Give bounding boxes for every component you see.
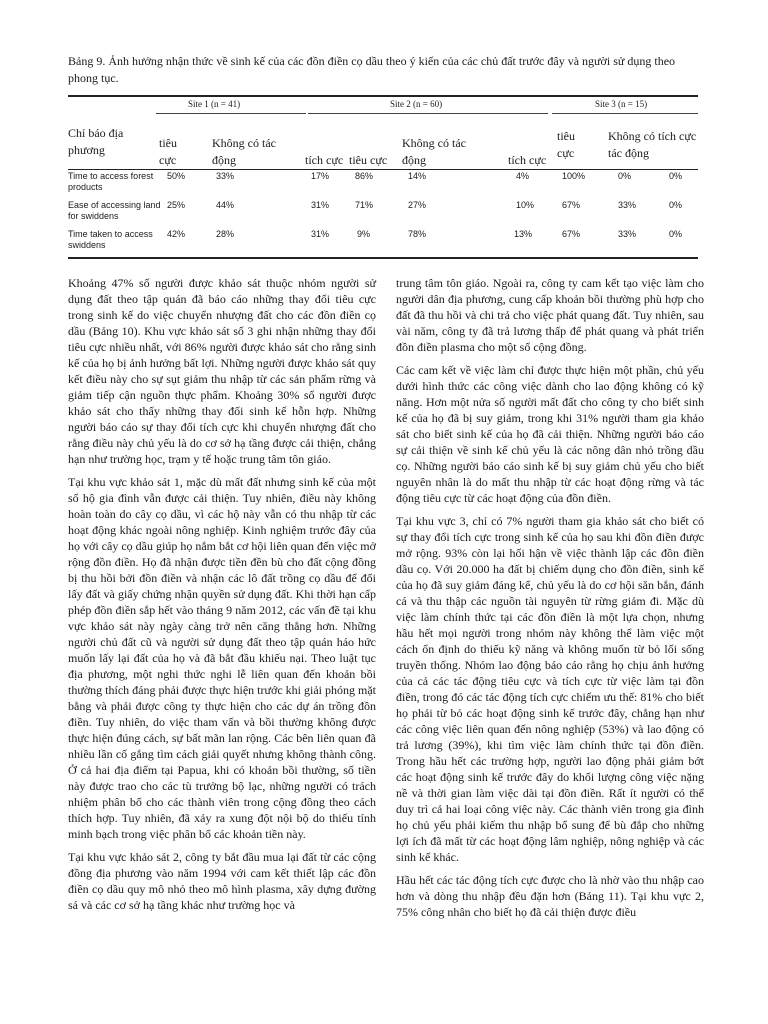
site-2-underline <box>308 113 548 114</box>
table-cell: 13% <box>514 229 533 239</box>
table-cell: 25% <box>167 200 186 210</box>
table-caption: Bảng 9. Ảnh hưởng nhận thức về sinh kế của các đồn điền cọ dầu theo ý kiến của các chủ đất trước đây và người sử dụng theo phong tục. <box>68 54 676 85</box>
site-1-header: Site 1 (n = 41) <box>188 99 241 109</box>
s3-negative-header: tiêu cực <box>557 129 575 160</box>
s3-positive-header: tích cực <box>658 129 697 143</box>
table-cell: 17% <box>311 171 330 181</box>
site-3-header: Site 3 (n = 15) <box>595 99 648 109</box>
table-cell: 0% <box>618 171 632 181</box>
table-cell: 67% <box>562 229 581 239</box>
table-cell: 44% <box>216 200 235 210</box>
table-cell: 31% <box>311 229 330 239</box>
body-paragraph: Khoảng 47% số người được khảo sát thuộc nhóm người sử dụng đất theo tập quán đã báo cáo những thay đổi tiêu cực trong sinh kế do việc chuyển nhượng đất cho các đồn điền cọ dầu (Bảng 10). Khu vực khảo sát số 3 ghi nhận những thay đổi tiêu cực nhiều nhất, với 86% người được khảo sát cho rằng sinh kế của họ bị ảnh hưởng bất lợi. Những người được khảo sát quy kết điều này cho sự sụt giảm thu nhập từ các sản phẩm rừng và giảm tiếp cận nguồn thực phẩm. Khoảng 30% số người được khảo sát cho thấy những thay đổi sinh kế hỗn hợp. Những người báo cáo sự thay đổi tích cực khi chuyển nhượng đất cho rằng điều này chủ yếu là do cơ sở hạ tầng được cải thiện, chẳng hạn như trường học, trạm y tế hoặc trung tâm tôn giáo. <box>68 276 376 466</box>
body-column-right <box>396 275 704 927</box>
table-bottom-rule <box>68 257 698 259</box>
row-label: Time to access forest products <box>68 171 154 192</box>
table-cell: 86% <box>355 171 374 181</box>
site-1-underline <box>156 113 306 114</box>
s1-negative-header: tiêu cực <box>159 136 177 167</box>
s3-no-impact-header: Không có tác động <box>608 129 655 160</box>
site-3-underline <box>552 113 698 114</box>
s2-no-impact-header: Không có tác động <box>402 136 466 167</box>
site-2-header: Site 2 (n = 60) <box>390 99 443 109</box>
table-cell: 9% <box>357 229 371 239</box>
table-cell: 0% <box>669 171 683 181</box>
s1-no-impact-header: Không có tác động <box>212 136 276 167</box>
body-paragraph: Tại khu vực 3, chỉ có 7% người tham gia khảo sát cho biết có sự thay đổi tích cực trong sinh kế của họ sau khi đồn điền được mở rộng. 93% còn lại hối hận về việc thành lập các đồn điền dầu cọ. Với 20.000 ha đất bị chiếm dụng cho đồn điền, sinh kế của họ đã suy giảm đáng kể, chủ yếu là do cơ hội săn bắn, đánh cá và thu thập các nguồn tài nguyên từ rừng giảm đi. Mặc dù việc làm chính thức tại các đồn điền là một lựa chọn, nhưng hầu hết mọi người trong nhóm này không thể làm việc một cách ổn định do thiếu kỹ năng và không muốn từ bỏ lối sống truyền thống. Nhóm lao động báo cáo rằng họ chịu ảnh hưởng của cả các tác động tiêu cực và tích cực từ việc làm tại đồn điền, trong đó các tác động tích cực chiếm ưu thế: 81% cho biết họ phải từ bỏ các hoạt động sinh kế trước đây, chẳng hạn như các công việc liên quan đến nông nghiệp (53%) và lao động có trả lương (39%), khi tìm việc làm chính thức tại đồn điền. Trong hầu hết các trường hợp, người lao động phải giảm bớt các hoạt động sinh kế trước đây do khối lượng công việc nặng nề và thời gian làm việc dài tại đồn điền. Rất ít người có thể duy trì cả hai loại công việc này. Các thành viên trong gia đình họ chủ yếu phải kiếm thu nhập bổ sung để bù đắp cho những lợi ích đã mất từ các hoạt động lâm nghiệp, nông nghiệp và các sinh kế khác. <box>396 514 704 864</box>
table-cell: 31% <box>311 200 330 210</box>
body-paragraph: Hầu hết các tác động tích cực được cho là nhờ vào thu nhập cao hơn và dòng thu nhập đều đặn hơn (Bảng 11). Tại khu vực 2, 75% công nhân cho biết họ đã cải thiện được điều <box>396 873 704 919</box>
table-cell: 67% <box>562 200 581 210</box>
table-cell: 100% <box>562 171 586 181</box>
row-label: Time taken to access swiddens <box>68 229 153 250</box>
s2-positive-header-b: tích cực <box>508 153 547 167</box>
row-label: Ease of accessing land for swiddens <box>68 200 161 221</box>
table-cell: 33% <box>618 200 637 210</box>
table-cell: 27% <box>408 200 427 210</box>
table-cell: 71% <box>355 200 374 210</box>
table-cell: 14% <box>408 171 427 181</box>
body-paragraph: trung tâm tôn giáo. Ngoài ra, công ty cam kết tạo việc làm cho người dân địa phương, cung cấp khoản bồi thường phù hợp cho đất đã thu hồi và chi trả cho việc phát quang đất. Tuy nhiên, sau vài năm, công ty đã trả lương thấp để phát quang và phát triển đồn điền plasma cho một số cộng đồng. <box>396 276 704 354</box>
body-paragraph: Các cam kết về việc làm chỉ được thực hiện một phần, chủ yếu dưới hình thức các công việc dành cho lao động không có kỹ năng. Hơn một nửa số người mất đất cho công ty cho biết sinh kế của họ đã bị suy giảm, trong khi 31% người tham gia khảo sát cho biết sinh kế của họ đã cải thiện. Những người báo cáo sự cải thiện về sinh kế chủ yếu là các nông dân nhỏ trồng dầu cọ. Những người báo cáo sinh kế bị suy giảm chủ yếu cho biết nguyên nhân là do mất thu nhập từ các hoạt động rừng và tác động tiêu cực từ các hoạt động của đồn điền. <box>396 363 704 505</box>
table-cell: 78% <box>408 229 427 239</box>
table-cell: 42% <box>167 229 186 239</box>
indicator-header: Chỉ báo địa phương <box>68 126 124 157</box>
body-paragraph: Tại khu vực khảo sát 2, công ty bắt đầu mua lại đất từ các cộng đồng địa phương vào năm 1994 với cam kết thiết lập các đồn điền cọ dầu quy mô nhỏ theo mô hình plasma, xây dựng đường sá và các cơ sở hạ tầng khác như trường học và <box>68 850 376 912</box>
table-cell: 33% <box>618 229 637 239</box>
table-cell: 33% <box>216 171 235 181</box>
s2-negative-header: tiêu cực <box>349 153 388 167</box>
table-cell: 28% <box>216 229 235 239</box>
table-cell: 10% <box>516 200 535 210</box>
table-cell: 50% <box>167 171 186 181</box>
table-cell: 0% <box>669 200 683 210</box>
table-cell: 4% <box>516 171 530 181</box>
table-top-rule <box>68 95 698 97</box>
header-bottom-rule <box>68 169 698 170</box>
body-paragraph: Tại khu vực khảo sát 1, mặc dù mất đất nhưng sinh kế của một số hộ gia đình vẫn được cải thiện. Tuy nhiên, điều này không hoàn toàn do cây cọ dầu, vì các hộ này vẫn có thu nhập từ các hoạt động khác ngoài nông nghiệp. Kinh nghiệm trước đây của họ với cây cọ dầu giúp họ nắm bắt cơ hội liên quan đến việc mở rộng đồn điền. Họ đã nhận được tiền đền bù cho đất cộng đồng bị thu hồi bởi đồn điền và nhận các lô đất trồng cọ dầu để đổi lấy đất và giấy chứng nhận quyền sử dụng đất. Khi thời hạn cấp phép đồn điền sắp hết vào tháng 9 năm 2012, các vấn đề tại khu vực khảo sát này ngày càng trở nên căng thẳng hơn. Những người chủ đất cũ và người sử dụng đất theo tập quán háo hức muốn lấy lại đất của họ và đã bắt đầu khiếu nại. Theo luật tục địa phương, một nghi thức nghi lễ liên quan đến khoản bồi thường thích đáng phải được thực hiện trước khi giải phóng mặt bằng và phải được công ty thực hiện cho các dự án trồng đồn điền. Tuy nhiên, do việc tham vấn và bồi thường không được thực hiện đúng cách, sự bất mãn lan rộng. Các bên liên quan đã nhiều lần cố gắng tìm cách giải quyết nhưng không thành công. Ở cả hai địa điểm tại Papua, khi có khoản bồi thường, số tiền này được trao cho các tù trưởng bộ lạc, những người có trách nhiệm phân bổ cho các thành viên trong cộng đồng theo cách thích hợp. Tuy nhiên, đã xảy ra xung đột nội bộ do thiếu tính minh bạch trong việc phân bổ các khoản tiền này. <box>68 475 376 841</box>
table-cell: 0% <box>669 229 683 239</box>
body-column-left <box>68 275 376 920</box>
s2-positive-header-a: tích cực <box>305 153 344 167</box>
